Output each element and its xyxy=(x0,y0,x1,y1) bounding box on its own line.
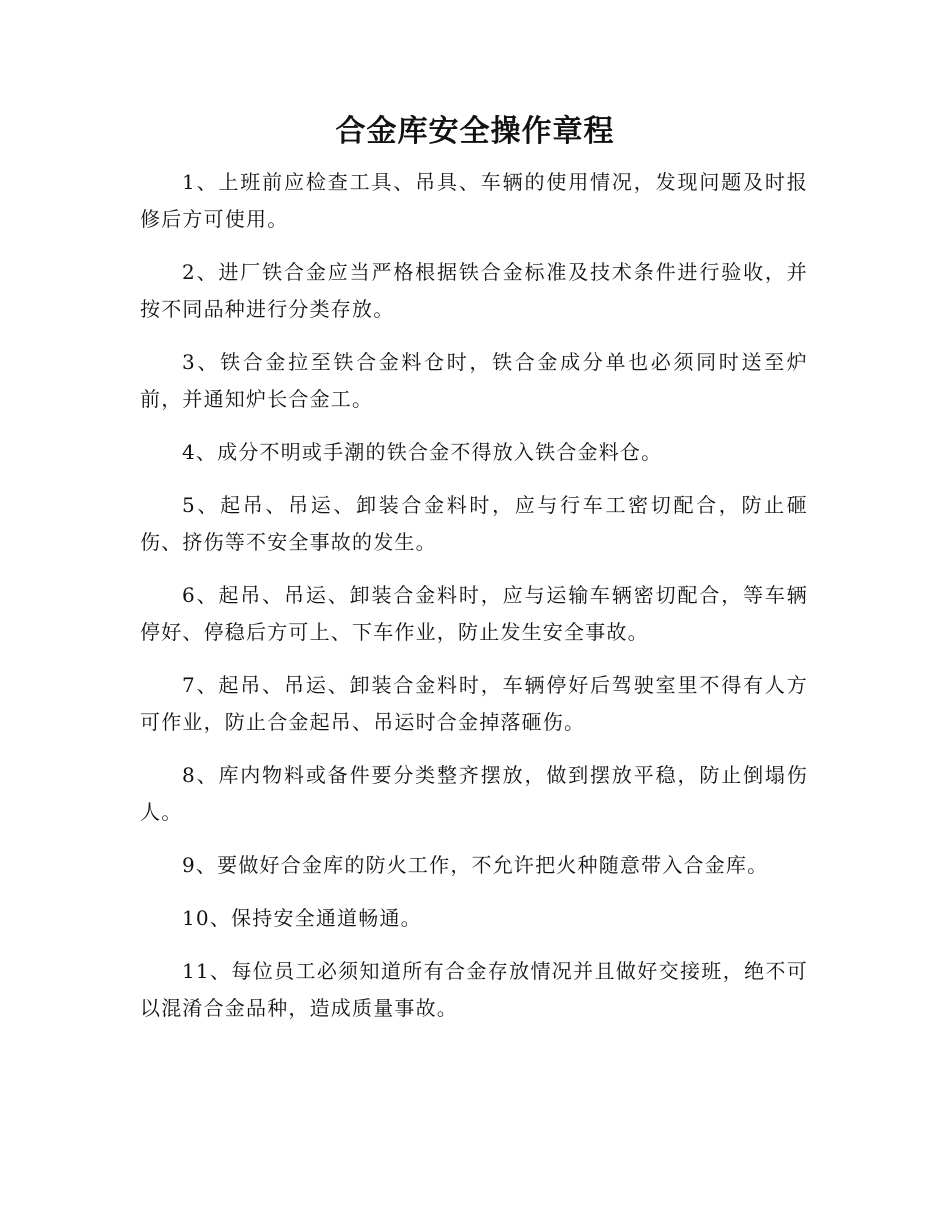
paragraph-8: 8、库内物料或备件要分类整齐摆放，做到摆放平稳，防止倒塌伤人。 xyxy=(140,763,808,824)
paragraph-6: 6、起吊、吊运、卸装合金料时，应与运输车辆密切配合，等车辆停好、停稳后方可上、下车作业，防止发生安全事故。 xyxy=(140,583,808,644)
paragraph-9: 9、要做好合金库的防火工作，不允许把火种随意带入合金库。 xyxy=(182,853,769,877)
paragraph-1: 1、上班前应检查工具、吊具、车辆的使用情况，发现问题及时报修后方可使用。 xyxy=(140,170,808,231)
paragraph-4: 4、成分不明或手潮的铁合金不得放入铁合金料仓。 xyxy=(182,440,663,464)
document-title: 合金库安全操作章程 xyxy=(335,114,615,149)
document-body xyxy=(140,164,808,1043)
paragraph-10: 10、保持安全通道畅通。 xyxy=(182,906,422,930)
paragraph-2: 2、进厂铁合金应当严格根据铁合金标准及技术条件进行验收，并按不同品种进行分类存放。 xyxy=(140,260,808,321)
paragraph-3: 3、铁合金拉至铁合金料仓时，铁合金成分单也必须同时送至炉前，并通知炉长合金工。 xyxy=(140,350,808,411)
paragraph-11: 11、每位员工必须知道所有合金存放情况并且做好交接班，绝不可以混淆合金品种，造成质量事故。 xyxy=(140,959,808,1020)
paragraph-7: 7、起吊、吊运、卸装合金料时，车辆停好后驾驶室里不得有人方可作业，防止合金起吊、吊运时合金掉落砸伤。 xyxy=(140,673,808,734)
paragraph-5: 5、起吊、吊运、卸装合金料时，应与行车工密切配合，防止砸伤、挤伤等不安全事故的发生。 xyxy=(140,493,808,554)
